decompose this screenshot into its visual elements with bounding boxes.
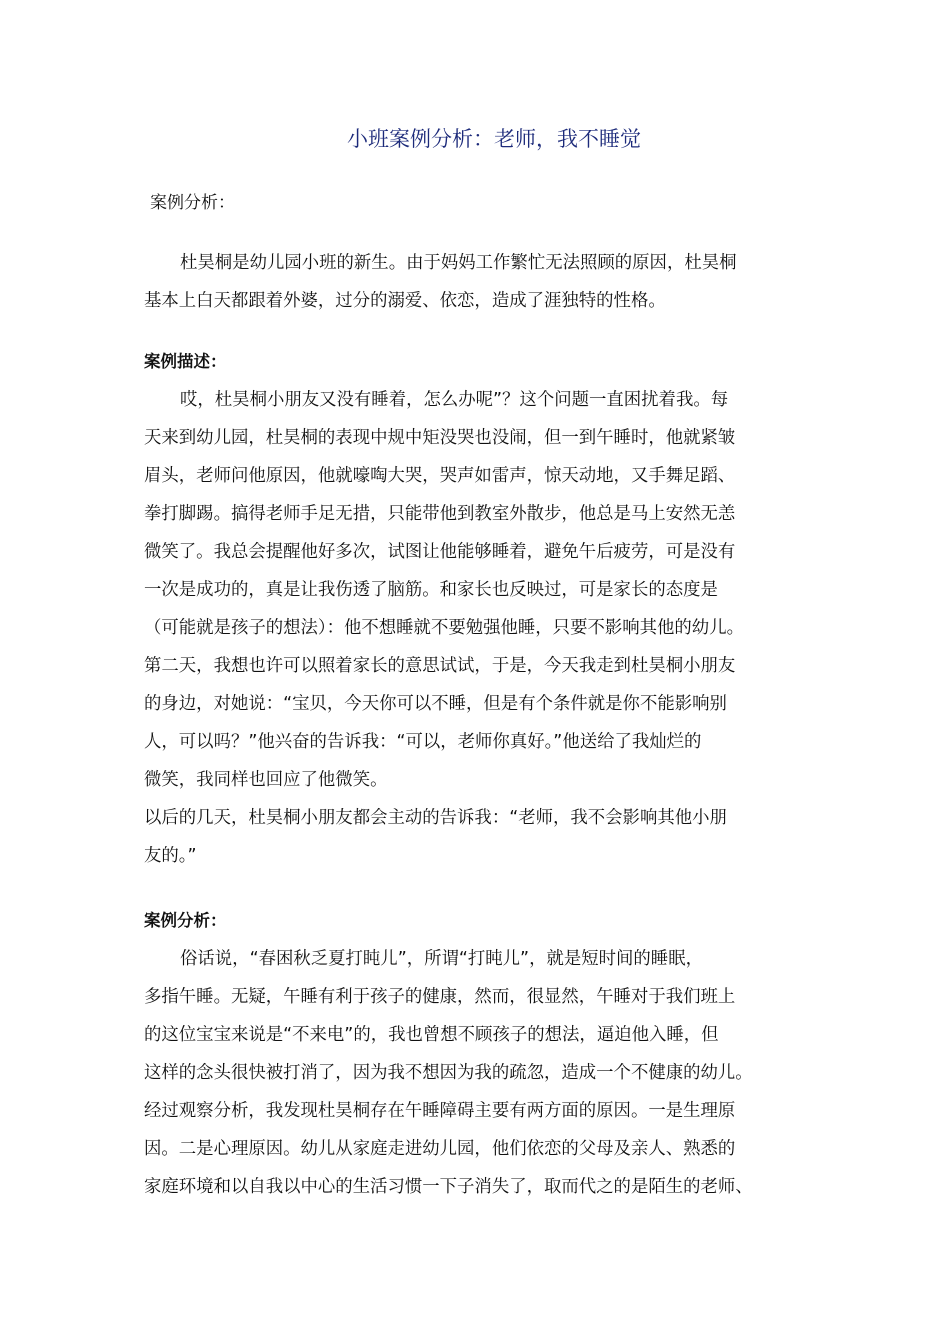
paragraph-line: 基本上白天都跟着外婆，过分的溺爱、依恋，造成了涯独特的性格。 <box>144 291 666 311</box>
paragraph-line: 第二天，我想也许可以照着家长的意思试试，于是，今天我走到杜昊桐小朋友 <box>144 656 736 676</box>
description-heading: 案例描述： <box>144 352 227 371</box>
paragraph-line: 微笑，我同样也回应了他微笑。 <box>144 770 388 790</box>
description-paragraph <box>144 381 804 875</box>
paragraph-line: 以后的几天，杜昊桐小朋友都会主动的告诉我：“老师，我不会影响其他小朋 <box>144 808 727 828</box>
paragraph-line: 眉头，老师问他原因，他就嚎啕大哭，哭声如雷声，惊天动地，又手舞足蹈、 <box>144 466 736 486</box>
paragraph-line: 因。二是心理原因。幼儿从家庭走进幼儿园，他们依恋的父母及亲人、熟悉的 <box>144 1139 736 1159</box>
paragraph-line: 人，可以吗？”他兴奋的告诉我：“可以，老师你真好。”他送给了我灿烂的 <box>144 732 702 752</box>
paragraph-line: （可能就是孩子的想法）：他不想睡就不要勉强他睡，只要不影响其他的幼儿。 <box>144 618 744 638</box>
paragraph-line: 天来到幼儿园，杜昊桐的表现中规中矩没哭也没闹，但一到午睡时，他就紧皱 <box>144 428 736 448</box>
paragraph-line: 一次是成功的，真是让我伤透了脑筋。和家长也反映过，可是家长的态度是 <box>144 580 718 600</box>
paragraph-line: 哎，杜昊桐小朋友又没有睡着，怎么办呢”？这个问题一直困扰着我。每 <box>180 390 729 410</box>
paragraph-line: 友的。” <box>144 846 197 866</box>
intro-label: 案例分析： <box>150 193 235 213</box>
paragraph-line: 家庭环境和以自我以中心的生活习惯一下子消失了，取而代之的是陌生的老师、 <box>144 1177 753 1197</box>
analysis-paragraph <box>144 940 804 1206</box>
paragraph-line: 俗话说，“春困秋乏夏打盹儿”，所谓“打盹儿”，就是短时间的睡眠， <box>180 949 703 969</box>
paragraph-line: 的身边，对她说：“宝贝，今天你可以不睡，但是有个条件就是你不能影响别 <box>144 694 727 714</box>
paragraph-line: 拳打脚踢。搞得老师手足无措，只能带他到教室外散步，他总是马上安然无恙 <box>144 504 736 524</box>
paragraph-line: 微笑了。我总会提醒他好多次，试图让他能够睡着，避免午后疲劳，可是没有 <box>144 542 736 562</box>
document-title: 小班案例分析：老师，我不睡觉 <box>347 127 641 151</box>
paragraph-line: 的这位宝宝来说是“不来电”的，我也曾想不顾孩子的想法，逼迫他入睡，但 <box>144 1025 719 1045</box>
paragraph-line: 杜昊桐是幼儿园小班的新生。由于妈妈工作繁忙无法照顾的原因，杜昊桐 <box>180 253 737 273</box>
intro-paragraph <box>144 244 804 320</box>
analysis-heading: 案例分析： <box>144 911 227 930</box>
paragraph-line: 经过观察分析，我发现杜昊桐存在午睡障碍主要有两方面的原因。一是生理原 <box>144 1101 736 1121</box>
paragraph-line: 这样的念头很快被打消了，因为我不想因为我的疏忽，造成一个不健康的幼儿。 <box>144 1063 753 1083</box>
paragraph-line: 多指午睡。无疑，午睡有利于孩子的健康，然而，很显然，午睡对于我们班上 <box>144 987 736 1007</box>
